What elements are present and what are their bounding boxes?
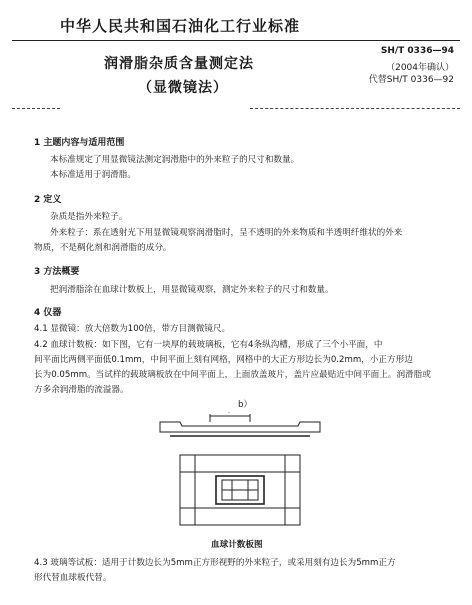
section-1-title: 1 主题内容与适用范围	[34, 138, 125, 148]
standard-code: SH/T 0336—94	[380, 46, 454, 56]
document-header: 中华人民共和国石油化工行业标准	[60, 17, 301, 35]
section-1-para-1: 本标准规定了用显微镜法测定润滑脂中的外来粒子的尺寸和数量。	[50, 155, 300, 165]
chamber-top-view	[180, 455, 300, 525]
section-4-1: 4.1 显微镜：放大倍数为100倍，带方目测微镜尺。	[34, 324, 231, 334]
section-3-para-1: 把润滑脂涂在血球计数板上，用显微镜观察，测定外来粒子的尺寸和数量。	[50, 285, 334, 295]
document-subtitle: （显微镜法）	[138, 80, 228, 96]
section-1-para-2: 本标准适用于润滑脂。	[50, 170, 136, 180]
section-2-para-2b: 物质，不是稠化剂和润滑脂的成分。	[34, 243, 172, 253]
section-4-2a: 4.2 血球计数板：如下图，它有一块厚的载玻璃板，它有4条纵沟槽，形成了三个小平面，中	[34, 340, 383, 350]
section-4-3b: 形代替血球板代替。	[34, 573, 112, 583]
header-rule	[12, 40, 460, 41]
standard-year: （2004年确认）	[386, 63, 454, 73]
section-4-2b: 间平面比两侧平面低0.1mm，中间平面上刻有网格，网格中的大正方形边长为0.2mm，小正方形边	[34, 355, 413, 365]
section-4-title: 4 仪器	[34, 308, 62, 318]
figure-caption: 血球计数板图	[211, 540, 263, 550]
short-rule-left	[12, 108, 60, 109]
section-2-para-2a: 外来粒子：系在透射光下用显微镜观察润滑脂时，呈不透明的外来物质和半透明纤维状的外来	[50, 228, 403, 238]
chamber-side-view	[160, 410, 320, 436]
section-4-3a: 4.3 玻璃等试板：适用于计数边长为5mm正方形视野的外来粒子，或采用刻有边长为5mm正方	[34, 558, 396, 568]
svg-text:·: ·	[228, 410, 230, 417]
counting-chamber-figure	[150, 410, 330, 535]
section-2-para-1: 杂质是指外来粒子。	[50, 212, 128, 222]
section-2-title: 2 定义	[34, 195, 62, 205]
short-rule-right	[250, 108, 460, 109]
section-4-2c: 长为0.05mm。当试样的载玻璃板放在中间平面上，上面放盖玻片，盖片应最贴近中间平面上。润滑脂或	[34, 370, 431, 380]
figure-label-b: b）	[238, 400, 253, 410]
standard-replaces: 代替SH/T 0336—92	[368, 75, 454, 85]
section-4-2d: 方多余润滑脂的流溢器。	[34, 385, 129, 395]
document-title: 润滑脂杂质含量测定法	[104, 56, 254, 72]
section-3-title: 3 方法概要	[34, 267, 80, 277]
